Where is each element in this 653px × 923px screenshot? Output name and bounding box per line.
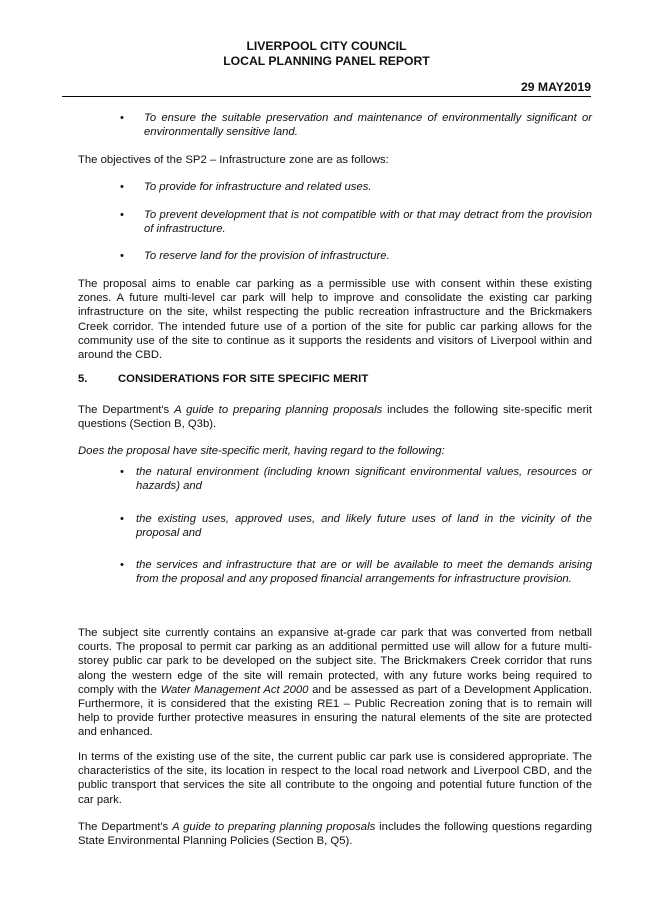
list-item: To ensure the suitable preservation and maintenance of environmentally significant or environmentally sensitive land.: [144, 112, 592, 139]
act-title: Water Management Act 2000: [160, 683, 309, 696]
bullet-marker: •: [120, 513, 124, 525]
report-date: 29 MAY2019: [520, 80, 591, 94]
list-item: To reserve land for the provision of infrastructure.: [144, 250, 390, 262]
merit-question: Does the proposal have site-specific merit, having regard to the following:: [78, 445, 445, 457]
bullet-marker: •: [120, 112, 124, 124]
list-item: the natural environment (including known significant environmental values, resources or hazards) and: [136, 466, 592, 493]
report-title: LOCAL PLANNING PANEL REPORT: [223, 54, 430, 68]
bullet-marker: •: [120, 209, 124, 221]
council-name: LIVERPOOL CITY COUNCIL: [246, 39, 407, 53]
list-item: the existing uses, approved uses, and likely future uses of land in the vicinity of the proposal and: [136, 513, 592, 540]
document-title: A guide to preparing planning proposals: [174, 404, 383, 416]
department-paragraph-2: The Department's A guide to preparing planning proposals includes the following questions regarding State Environmental Planning Policies (Section B, Q5).: [78, 821, 592, 848]
section-number: 5.: [78, 373, 88, 385]
bullet-marker: •: [120, 181, 124, 193]
list-item: To provide for infrastructure and related uses.: [144, 181, 372, 193]
bullet-marker: •: [120, 559, 124, 571]
proposal-paragraph: The proposal aims to enable car parking as a permissible use with consent within these existing zones. A future multi-level car park will help to improve and consolidate the existing car parking infrastructure on the site, whilst respecting the public recreation infrastructure and the Brickmakers Creek corridor. The intended future use of a portion of the site for public car parking allows for the community use of the site to continue as it supports the residents and visitors of Liverpool within and around the CBD.: [78, 278, 592, 362]
section-title: CONSIDERATIONS FOR SITE SPECIFIC MERIT: [118, 373, 369, 385]
section-heading: [78, 373, 368, 385]
list-item: To prevent development that is not compatible with or that may detract from the provision of infrastructure.: [144, 209, 592, 236]
existing-use-paragraph: In terms of the existing use of the site, the current public car park use is considered appropriate. The characteristics of the site, its location in respect to the local road network and Liverpool CBD, and the public transport that services the site all contribute to the ongoing and potential future function of the car park.: [78, 751, 592, 806]
objectives-intro: The objectives of the SP2 – Infrastructure zone are as follows:: [78, 154, 389, 166]
bullet-marker: •: [120, 250, 124, 262]
document-title: A guide to preparing planning proposals: [172, 821, 376, 833]
header-divider: [62, 96, 591, 97]
department-paragraph-1: The Department's A guide to preparing planning proposals includes the following site-specific merit questions (Section B, Q3b).: [78, 404, 592, 431]
subject-site-paragraph: The subject site currently contains an expansive at-grade car park that was converted from netball courts. The proposal to permit car parking as an additional permitted use will allow for a future multi-storey public car park to be developed on the subject site. The Brickmakers Creek corridor that runs along the western edge of the site will remain protected, with any future works being required to comply with the Water Management Act 2000 and be assessed as part of a Development Application. Furthermore, it is considered that the existing RE1 – Public Recreation zoning that is to remain will help to provide further protective measures in ensuring the natural elements of the site are protected and enhanced.: [78, 627, 592, 739]
bullet-marker: •: [120, 466, 124, 478]
list-item: the services and infrastructure that are or will be available to meet the demands arising from the proposal and any proposed financial arrangements for infrastructure provision.: [136, 559, 592, 586]
